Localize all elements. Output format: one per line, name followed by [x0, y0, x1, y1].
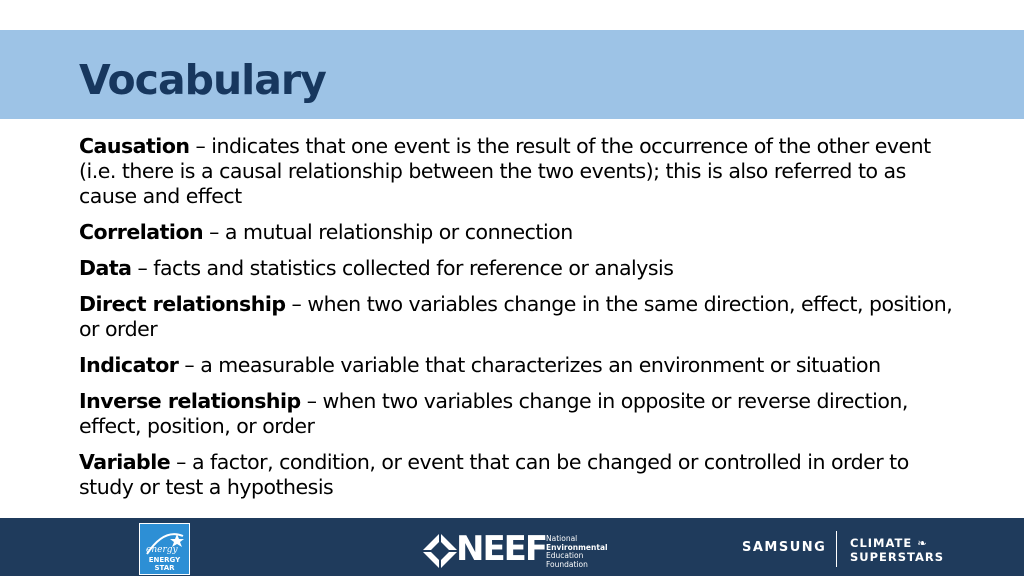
vocabulary-entry-inverse-relationship	[79, 389, 959, 439]
vocabulary-entry-data	[79, 256, 959, 281]
vocabulary-term: Inverse relationship	[79, 389, 301, 413]
vocabulary-definition: – indicates that one event is the result of the occurrence of the other event (i.e. there is a causal relationship between the two events); this is also referred to as cause and effect	[79, 134, 931, 208]
neef-subtitle-line: Foundation	[546, 559, 588, 569]
vocabulary-entry-causation	[79, 134, 959, 209]
climate-line: CLIMATE ❧	[850, 536, 928, 550]
neef-diamond-icon	[420, 531, 460, 571]
vocabulary-list	[79, 134, 959, 511]
vocabulary-entry-direct-relationship	[79, 292, 959, 342]
samsung-logo: SAMSUNG	[742, 540, 827, 555]
vocabulary-term: Variable	[79, 450, 171, 474]
footer-divider	[836, 531, 837, 567]
neef-subtitle	[546, 535, 608, 569]
neef-wordmark: NEEF	[456, 529, 547, 569]
vocabulary-definition: – facts and statistics collected for reference or analysis	[131, 256, 674, 280]
vocabulary-definition: – a measurable variable that characterizes an environment or situation	[178, 353, 881, 377]
vocabulary-definition: – when two variables change in opposite or reverse direction, effect, position, or order	[79, 389, 908, 438]
energy-star-label: ENERGY STAR	[148, 556, 181, 572]
vocabulary-term: Causation	[79, 134, 190, 158]
superstars-line: SUPERSTARS	[850, 550, 945, 564]
vocabulary-term: Data	[79, 256, 132, 280]
page-title: Vocabulary	[79, 56, 326, 104]
leaf-icon: ❧	[917, 536, 928, 550]
climate-superstars-logo	[850, 536, 944, 564]
vocabulary-term: Indicator	[79, 353, 179, 377]
energy-star-logo	[139, 523, 190, 575]
vocabulary-term: Direct relationship	[79, 292, 286, 316]
neef-subtitle-line: National	[546, 534, 578, 543]
vocabulary-entry-variable	[79, 450, 959, 500]
svg-text:energy: energy	[146, 545, 178, 555]
vocabulary-entry-indicator	[79, 353, 959, 378]
neef-subtitle-line: Education	[546, 551, 584, 560]
vocabulary-definition: – a factor, condition, or event that can be changed or controlled in order to study or test a hypothesis	[79, 450, 909, 499]
vocabulary-definition: – when two variables change in the same direction, effect, position, or order	[79, 292, 953, 341]
vocabulary-term: Correlation	[79, 220, 204, 244]
vocabulary-entry-correlation	[79, 220, 959, 245]
vocabulary-definition: – a mutual relationship or connection	[203, 220, 573, 244]
neef-subtitle-line: Environmental	[546, 542, 608, 552]
